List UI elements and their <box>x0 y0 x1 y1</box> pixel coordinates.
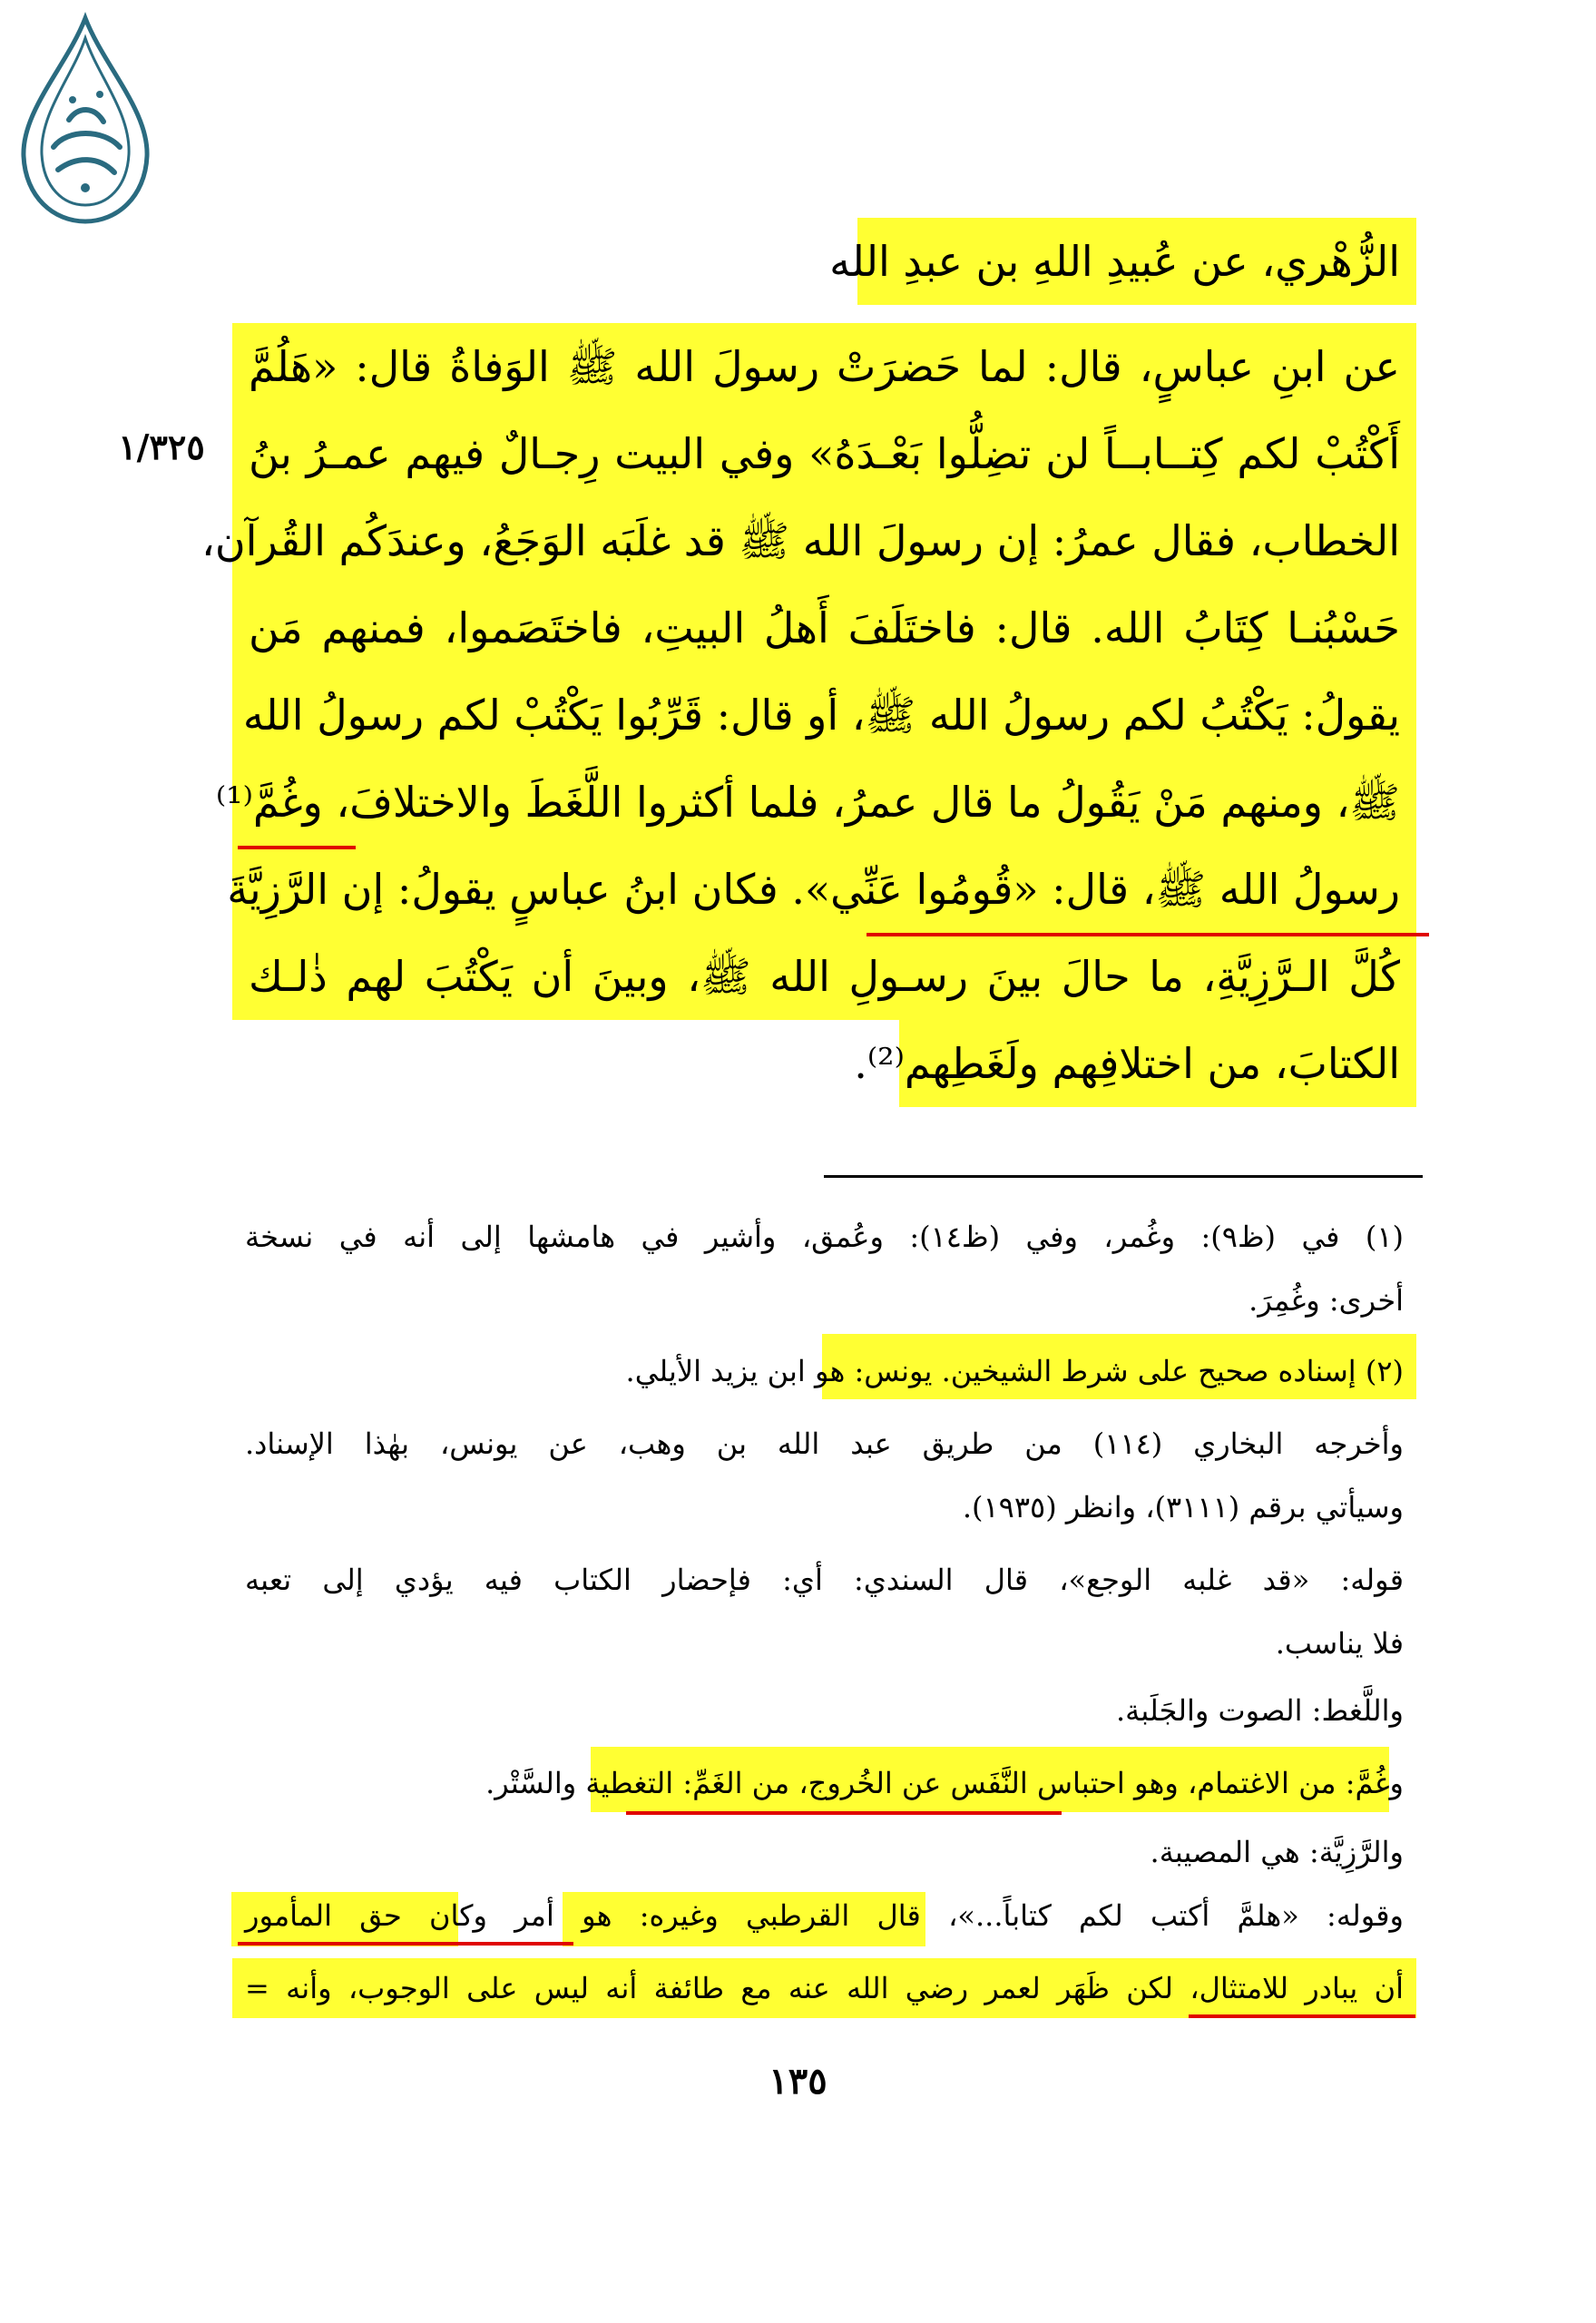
main-text-line: رسولُ الله ﷺ، قال: «قُومُوا عَنِّي». فكان ابنُ عباسٍ يقولُ: إن الرَّزِيَّةَ <box>232 846 1416 933</box>
footnote-line: وأخرجه البخاري (١١٤) من طريق عبد الله بن وهب، عن يونس، بهٰذا الإسناد. <box>245 1426 1405 1461</box>
main-text-line: الزُّهْري، عن عُبيدِ اللهِ بن عبدِ الله <box>857 218 1416 305</box>
red-underline <box>238 846 356 849</box>
footnote-line: وسيأتي برقم (٣١١١)، وانظر (١٩٣٥). <box>962 1490 1404 1524</box>
calligraphy-logo-icon <box>13 11 158 229</box>
main-text-line: أَكْتُبْ لكم كِتــابــاً لن تضِلُّوا بَعْـدَهُ» وفي البيت رِجـالٌ فيهم عمـرُ بنُ <box>232 410 1416 497</box>
footnote-line: (٢) إسناده صحيح على شرط الشيخين. يونس: هو ابن يزيد الأيلي. <box>625 1354 1404 1388</box>
footnote-line: أخرى: وغُمِرَ. <box>1248 1283 1404 1318</box>
red-underline <box>867 933 1429 936</box>
main-text-line: يقولُ: يَكْتُبُ لكم رسولُ الله ﷺ، أو قال: قَرِّبُوا يَكْتُبْ لكم رسولُ الله <box>232 671 1416 759</box>
main-text-line: الكتابَ، من اختلافِهم ولَغَطِهم⁽²⁾. <box>899 1020 1416 1107</box>
red-underline <box>238 1942 573 1946</box>
page-number: ١٣٥ <box>769 2060 827 2102</box>
footnote-line: واللَّغط: الصوت والجَلَبة. <box>1116 1693 1404 1728</box>
main-text-line: ﷺ، ومنهم مَنْ يَقُولُ ما قال عمرُ، فلما أكثروا اللَّغَطَ والاختلافَ، وغُمَّ⁽¹⁾ <box>232 759 1416 846</box>
footnote-separator <box>824 1175 1423 1178</box>
red-underline <box>1189 2014 1415 2018</box>
main-text-line: حَسْبُنـا كِتَابُ الله. قال: فاختَلَفَ أَهلُ البيتِ، فاختَصَموا، فمنهم مَن <box>232 584 1416 671</box>
footnote-line: (١) في (ظ٩): وغُمر، وفي (ظ١٤): وعُمق، وأشير في هامشها إلى أنه في نسخة <box>245 1220 1405 1254</box>
footnote-line: والرَّزِيَّة: هي المصيبة. <box>1150 1835 1404 1869</box>
footnote-line: فلا يناسب. <box>1275 1626 1404 1661</box>
main-text-line: عن ابنِ عباسٍ، قال: لما حَضرَتْ رسولَ الله ﷺ الوَفاةُ قال: «هَلُمَّ <box>232 323 1416 410</box>
main-text-line: كُلَّ الـرَّزِيَّةِ، ما حالَ بينَ رسـولِ الله ﷺ، وبينَ أن يَكْتُبَ لهم ذٰلـك <box>232 933 1416 1020</box>
footnote-line: قوله: «قد غلبه الوجع»، قال السندي: أي: فإحضار الكتاب فيه يؤدي إلى تعبه <box>245 1563 1404 1597</box>
footnote-line: وغُمَّ: من الاغتمام، وهو احتباس النَّفَس عن الخُروج، من الغَمِّ: التغطية والسَّتْر. <box>485 1766 1404 1800</box>
red-underline <box>626 1811 1062 1815</box>
footnote-line: أن يبادر للامتثال، لكن ظَهَر لعمر رضي الله عنه مع طائفة أنه ليس على الوجوب، وأنه = <box>232 1958 1416 2018</box>
footnote-line: وقوله: «هلمَّ أكتب لكم كتاباً...»، قال القرطبي وغيره: هو أمر وكان حق المأمور <box>245 1898 1404 1933</box>
main-text-line: الخطاب، فقال عمرُ: إن رسولَ الله ﷺ قد غلَبَه الوَجَعُ، وعندَكُم القُرآن، <box>232 497 1416 584</box>
volume-page-reference: ١/٣٢٥ <box>118 426 205 467</box>
